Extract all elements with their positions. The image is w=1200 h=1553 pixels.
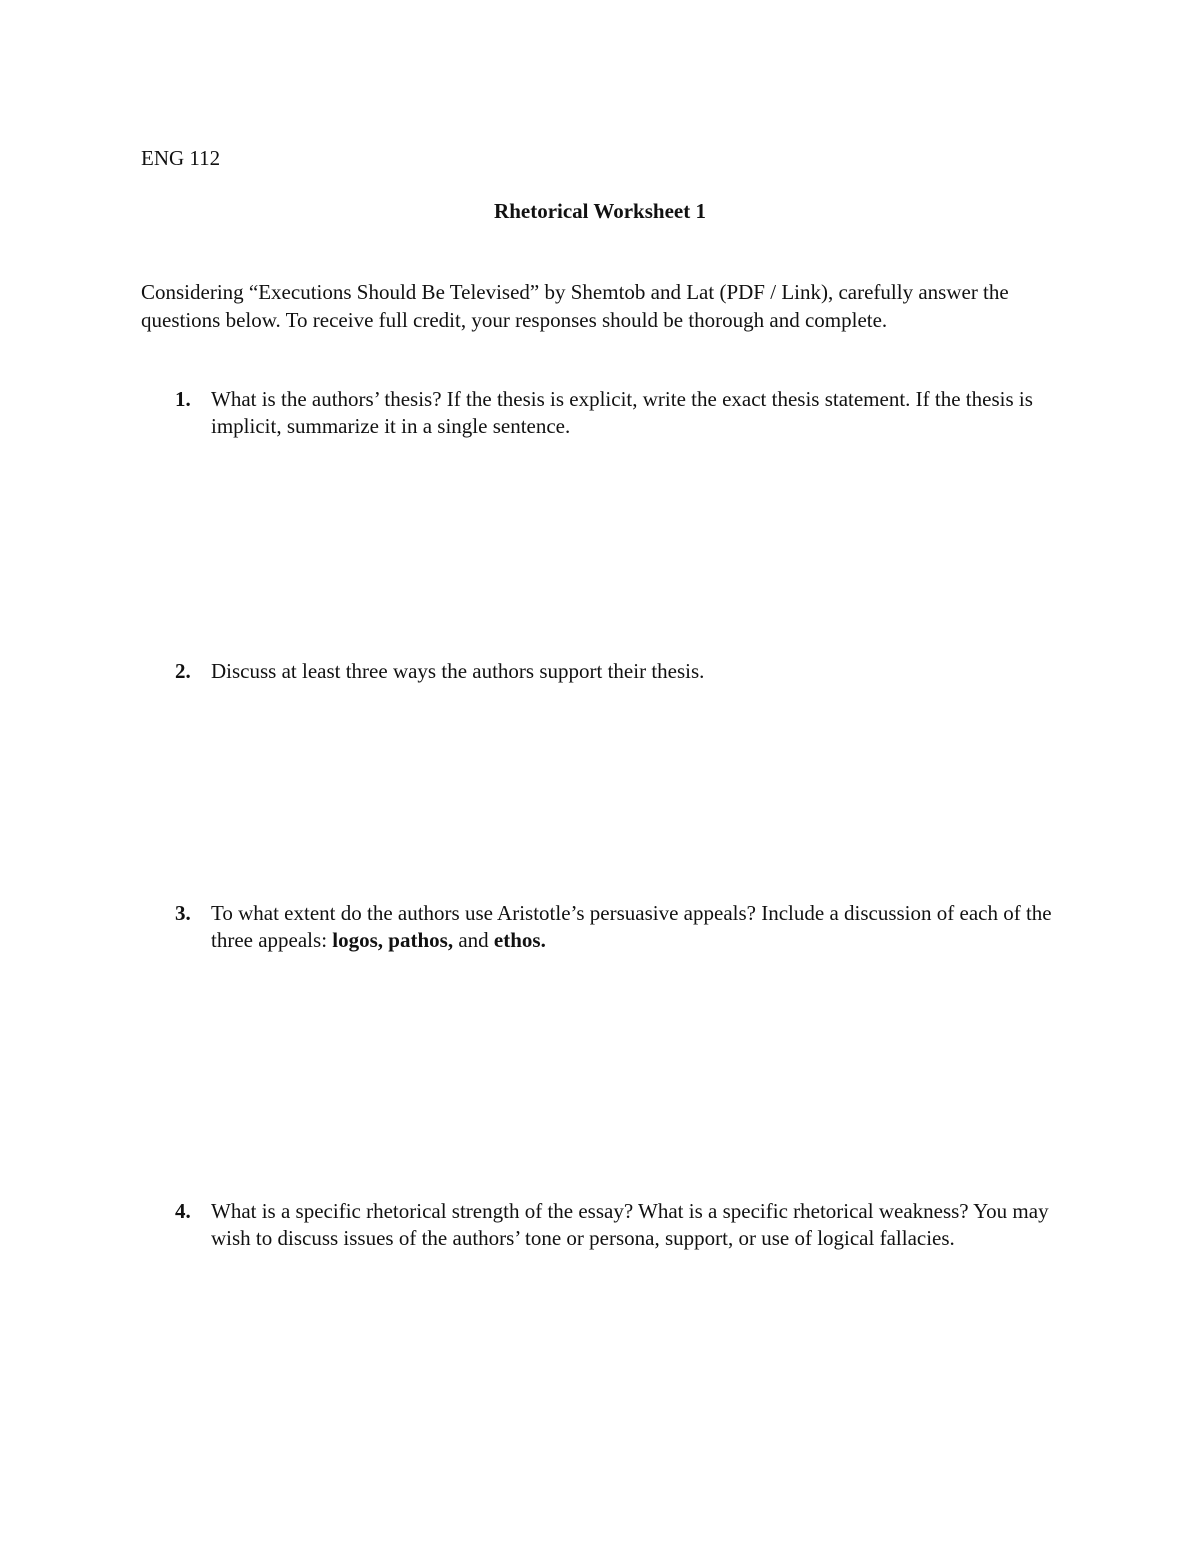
term-pathos: pathos, (388, 928, 454, 952)
question-text (211, 900, 1061, 954)
intro-paragraph: Considering “Executions Should Be Televised” by Shemtob and Lat (PDF / Link), carefully answer the questions below. To receive full credit, your responses should be thorough and complete. (141, 280, 1009, 332)
term-ethos: ethos. (493, 928, 546, 952)
question-text: What is the authors’ thesis? If the thesis is explicit, write the exact thesis statement. If the thesis is implicit, summarize it in a single sentence. (211, 387, 1033, 438)
question-text: Discuss at least three ways the authors support their thesis. (211, 659, 705, 683)
page-title: Rhetorical Worksheet 1 (494, 199, 706, 223)
question-number: 1. (175, 387, 191, 411)
term-logos: logos, (332, 928, 384, 952)
question-number: 3. (175, 901, 191, 925)
question-number: 2. (175, 659, 191, 683)
question-text: What is a specific rhetorical strength of the essay? What is a specific rhetorical weakness? You may wish to discuss issues of the authors’ tone or persona, support, or use of logical fallacies. (211, 1199, 1049, 1250)
course-code: ENG 112 (141, 146, 221, 170)
question-text-lead: To what extent do the authors use Aristotle’s persuasive appeals? Include a discussion of each of the three appeals: (211, 901, 1052, 952)
question-number: 4. (175, 1199, 191, 1223)
term-separator: and (453, 928, 494, 952)
